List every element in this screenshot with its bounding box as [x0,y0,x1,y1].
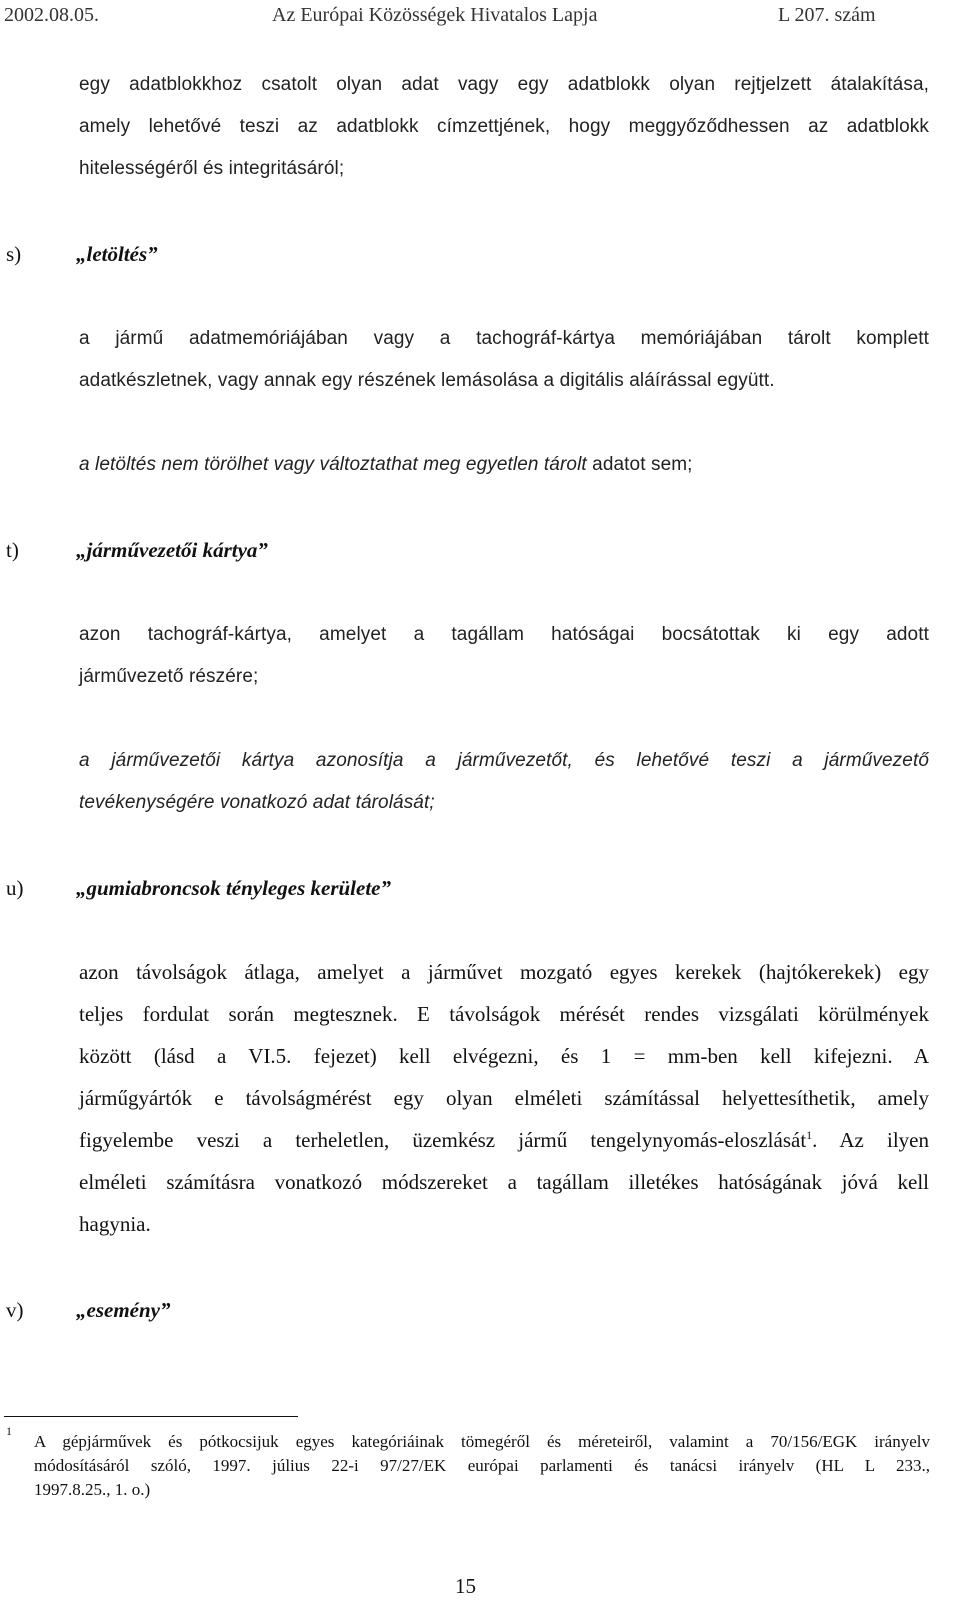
item-label-u: u) [6,876,24,900]
footnote-reference[interactable]: 1 [806,1128,813,1142]
page-number: 15 [455,1574,476,1598]
term-jarmuvezetoi-kartya: „járművezetői kártya” [76,538,268,562]
header-publication: Az Európai Közösségek Hivatalos Lapja [272,4,598,26]
u-line-5 [79,1128,929,1153]
footnote-line-1: A gépjárművek és pótkocsijuk egyes kategóriáinak tömegéről és méreteiről, valamint a 70/156/EGK irányelv [34,1432,930,1451]
term-esemeny: „esemény” [76,1298,171,1322]
u-line-3: között (lásd a VI.5. fejezet) kell elvégezni, és 1 = mm-ben kell kifejezni. A [79,1044,929,1068]
u-line-2: teljes fordulat során megtesznek. E távolságok mérését rendes vizsgálati körülmények [79,1002,929,1026]
t-line-1: azon tachográf-kártya, amelyet a tagállam hatóságai bocsátottak ki egy adott [79,624,929,645]
footnote-divider [4,1416,298,1417]
footnote-line-3: 1997.8.25., 1. o.) [34,1480,151,1499]
s-line-2: adatkészletnek, vagy annak egy részének lemásolása a digitális aláírással együtt. [79,370,775,391]
item-label-s: s) [6,242,22,266]
term-letoltes: „letöltés” [76,242,158,266]
u-line-4: járműgyártók e távolságmérést egy olyan elméleti számítással helyettesíthetik, amely [79,1086,929,1110]
intro-line-1: egy adatblokkhoz csatolt olyan adat vagy egy adatblokk olyan rejtjelzett átalakítása, [79,74,929,95]
footnote-marker: 1 [6,1424,12,1438]
u-line-7: hagynia. [79,1212,151,1236]
s-line-1: a jármű adatmemóriájában vagy a tachográf-kártya memóriájában tárolt komplett [79,328,929,349]
t-note-1: a járművezetői kártya azonosítja a járművezetőt, és lehetővé teszi a járművezető [79,750,929,771]
intro-line-3: hitelességéről és integritásáról; [79,158,345,179]
s-note [79,454,693,476]
footnote-line-2: módosításáról szóló, 1997. július 22-i 97/27/EK európai parlamenti és tanácsi irányelv (HL L 233., [34,1456,930,1475]
u-line-5b: . Az ilyen [812,1128,929,1152]
s-note-italic: a letöltés nem törölhet vagy változtathat meg egyetlen tárolt [79,454,587,475]
u-line-5a: figyelembe veszi a terheletlen, üzemkész jármű tengelynyomás-eloszlását [79,1128,807,1152]
term-gumiabroncsok-kerulete: „gumiabroncsok tényleges kerülete” [76,876,391,900]
item-label-v: v) [6,1298,24,1322]
s-note-rest: adatot sem; [586,454,693,475]
t-note-2: tevékenységére vonatkozó adat tárolását; [79,792,435,813]
t-line-2: járművezető részére; [79,666,259,687]
header-issue: L 207. szám [778,4,876,26]
item-label-t: t) [6,538,19,562]
u-line-6: elméleti számításra vonatkozó módszereket a tagállam illetékes hatóságának jóvá kell [79,1170,929,1194]
header-date: 2002.08.05. [4,4,99,26]
u-line-1: azon távolságok átlaga, amelyet a járművet mozgató egyes kerekek (hajtókerekek) egy [79,960,929,984]
intro-line-2: amely lehetővé teszi az adatblokk címzettjének, hogy meggyőződhessen az adatblokk [79,116,929,137]
